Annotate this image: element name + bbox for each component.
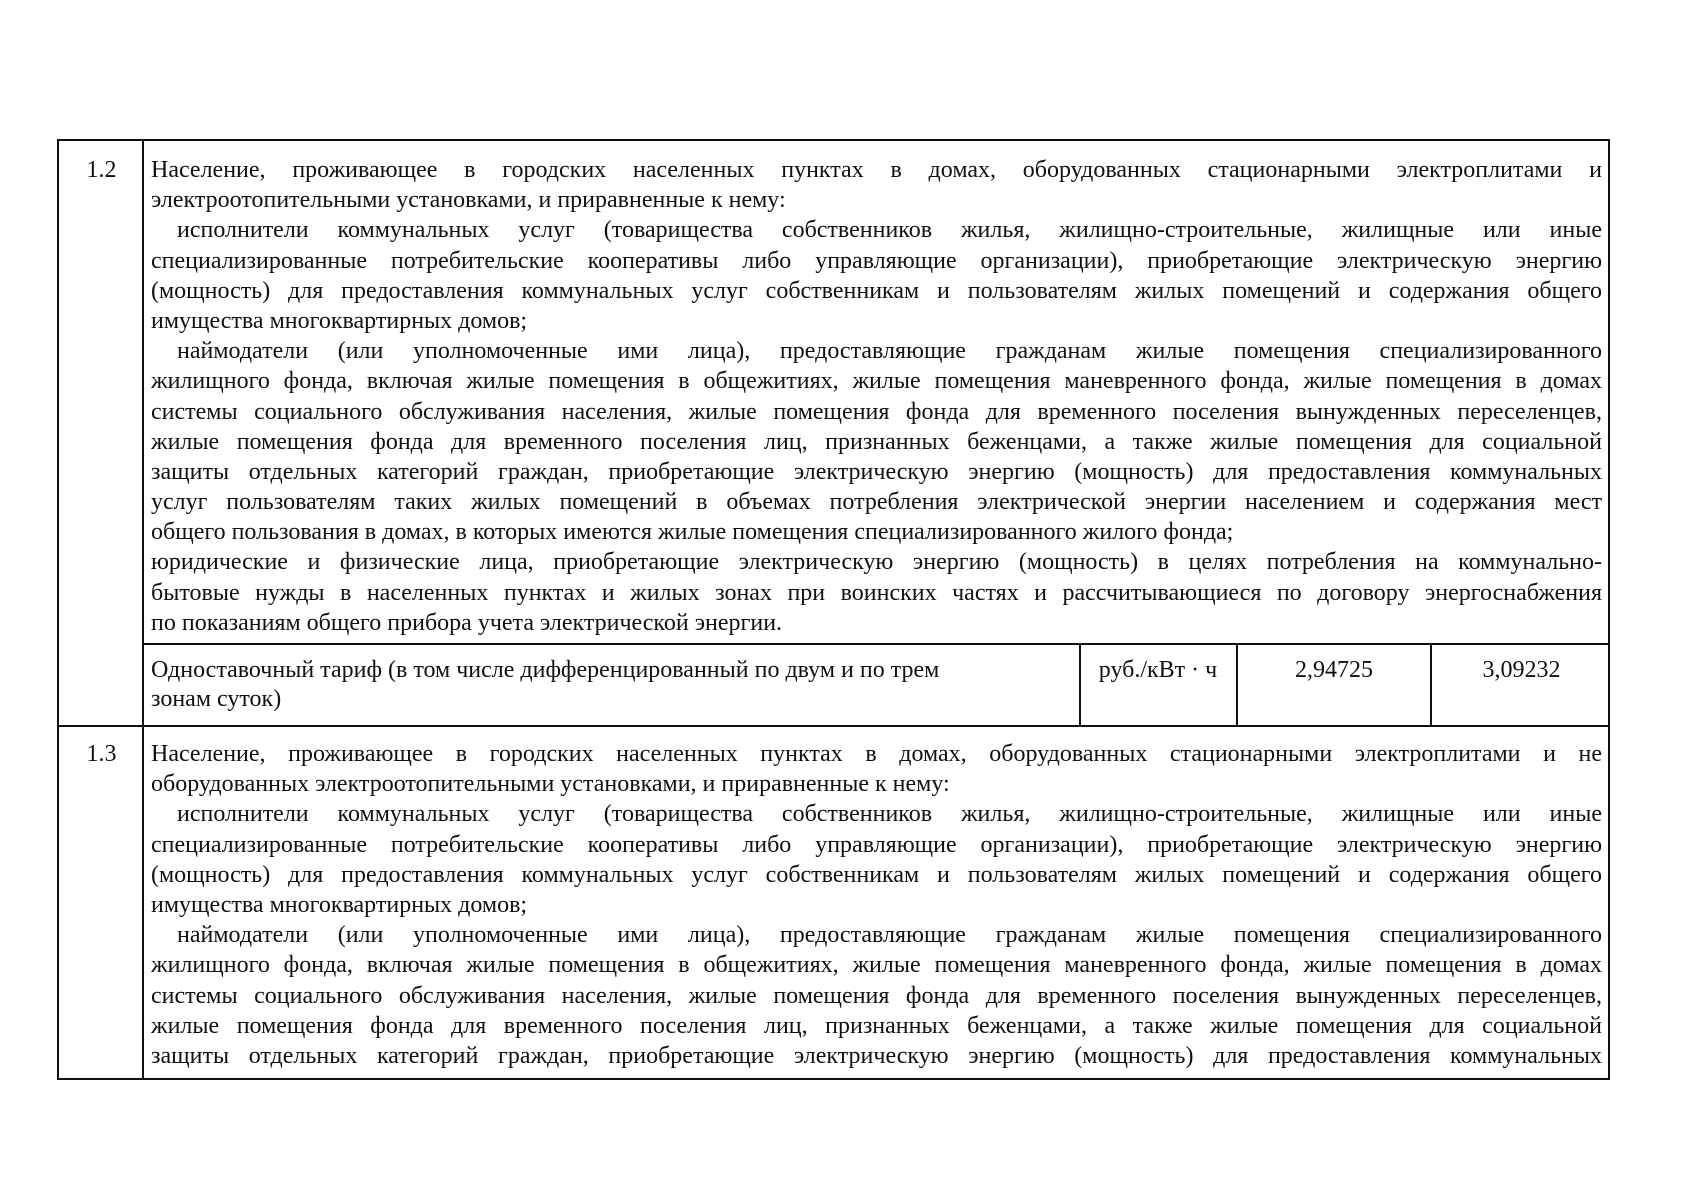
text-line: Население, проживающее в городских населенных пунктах в домах, оборудованных стационарными электроплитами и bbox=[151, 157, 1602, 183]
column-divider bbox=[1079, 643, 1081, 726]
row-description bbox=[151, 155, 1602, 638]
text-line: защиты отдельных категорий граждан, приобретающие электрическую энергию (мощность) для предоставления коммунальных bbox=[151, 458, 1602, 485]
tariff-label-line: Одноставочный тариф (в том числе дифференцированный по двум и по трем bbox=[151, 657, 940, 683]
row-divider bbox=[142, 643, 1608, 645]
text-line: специализированные потребительские кооперативы либо управляющие организации), приобретающие электрическую энергию bbox=[151, 831, 1602, 858]
column-divider bbox=[1236, 643, 1238, 726]
text-line: наймодатели (или уполномоченные ими лица), предоставляющие гражданам жилые помещения специализированного bbox=[177, 922, 1602, 949]
tariff-unit: руб./кВт · ч bbox=[1098, 657, 1218, 683]
text-line: исполнители коммунальных услуг (товарищества собственников жилья, жилищно-строительные, жилищные или иные bbox=[177, 801, 1602, 828]
text-line: жилые помещения фонда для временного поселения лиц, признанных беженцами, а также жилые помещения для социальной bbox=[151, 428, 1602, 455]
tariff-value-1: 2,94725 bbox=[1295, 657, 1373, 683]
column-divider bbox=[142, 141, 144, 1078]
text-line: бытовые нужды в населенных пунктах и жилых зонах при воинских частях и рассчитывающиеся по договору энергоснабжения bbox=[151, 579, 1602, 606]
text-line: имущества многоквартирных домов; bbox=[151, 891, 528, 918]
row-description bbox=[151, 739, 1602, 1071]
text-line: Население, проживающее в городских населенных пунктах в домах, оборудованных стационарными электроплитами и не bbox=[151, 741, 1602, 767]
text-line: исполнители коммунальных услуг (товарищества собственников жилья, жилищно-строительные, жилищные или иные bbox=[177, 217, 1602, 244]
text-line: услуг пользователям таких жилых помещений в объемах потребления электрической энергии населением и содержания мест bbox=[151, 489, 1602, 516]
text-line: (мощность) для предоставления коммунальных услуг собственникам и пользователям жилых помещений и содержания общего bbox=[151, 861, 1602, 888]
text-line: электроотопительными установками, и приравненные к нему: bbox=[151, 187, 786, 214]
text-line: юридические и физические лица, приобретающие электрическую энергию (мощность) в целях потребления на коммунально- bbox=[151, 549, 1602, 576]
text-line: специализированные потребительские кооперативы либо управляющие организации), приобретающие электрическую энергию bbox=[151, 247, 1602, 274]
text-line: наймодатели (или уполномоченные ими лица), предоставляющие гражданам жилые помещения специализированного bbox=[177, 338, 1602, 365]
text-line: системы социального обслуживания населения, жилые помещения фонда для временного поселения вынужденных переселенцев, bbox=[151, 982, 1602, 1009]
text-line: жилищного фонда, включая жилые помещения в общежитиях, жилые помещения маневренного фонда, жилые помещения в домах bbox=[151, 368, 1602, 395]
text-line: (мощность) для предоставления коммунальных услуг собственникам и пользователям жилых помещений и содержания общего bbox=[151, 277, 1602, 304]
tariff-label-line: зонам суток) bbox=[151, 686, 282, 712]
text-line: защиты отдельных категорий граждан, приобретающие электрическую энергию (мощность) для предоставления коммунальных bbox=[151, 1042, 1602, 1069]
row-number: 1.2 bbox=[86, 157, 117, 183]
tariff-table bbox=[57, 139, 1610, 1080]
text-line: по показаниям общего прибора учета электрической энергии. bbox=[151, 609, 783, 636]
text-line: имущества многоквартирных домов; bbox=[151, 307, 528, 334]
tariff-label bbox=[151, 656, 1071, 714]
text-line: оборудованных электроотопительными установками, и приравненные к нему: bbox=[151, 771, 950, 798]
text-line: системы социального обслуживания населения, жилые помещения фонда для временного поселения вынужденных переселенцев, bbox=[151, 398, 1602, 425]
row-number: 1.3 bbox=[86, 741, 117, 767]
text-line: общего пользования в домах, в которых имеются жилые помещения специализированного жилого фонда; bbox=[151, 519, 1234, 546]
row-divider bbox=[59, 725, 1608, 727]
column-divider bbox=[1430, 643, 1432, 726]
tariff-value-2: 3,09232 bbox=[1482, 657, 1561, 683]
text-line: жилищного фонда, включая жилые помещения в общежитиях, жилые помещения маневренного фонда, жилые помещения в домах bbox=[151, 952, 1602, 979]
text-line: жилые помещения фонда для временного поселения лиц, признанных беженцами, а также жилые помещения для социальной bbox=[151, 1012, 1602, 1039]
